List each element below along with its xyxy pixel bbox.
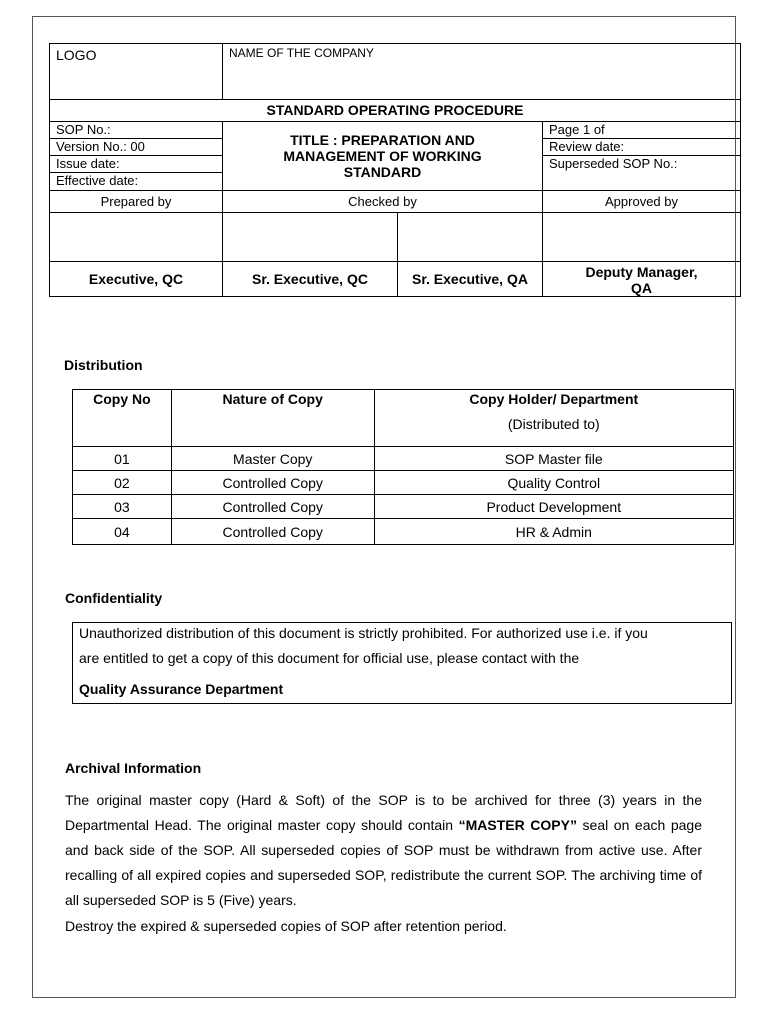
confidentiality-heading: Confidentiality: [65, 590, 163, 606]
designation-cell: Sr. Executive, QA: [397, 261, 543, 297]
sop-header-table: [49, 43, 741, 297]
approved-by-label: Approved by: [542, 190, 741, 213]
column-header: Nature of Copy: [171, 390, 374, 447]
table-header-row: [73, 390, 734, 447]
review-date-field: Review date:: [542, 138, 741, 156]
superseded-field: Superseded SOP No.:: [542, 155, 741, 191]
effective-date-field: Effective date:: [49, 172, 223, 191]
table-cell: 01: [73, 447, 172, 471]
designation-line: Deputy Manager,: [585, 264, 698, 280]
page-field: Page 1 of: [542, 121, 741, 139]
archival-paragraph: [65, 788, 702, 913]
company-cell: [222, 43, 741, 100]
signature-box: [222, 212, 398, 262]
table-cell: Controlled Copy: [171, 495, 374, 519]
qa-department: Quality Assurance Department: [79, 681, 284, 697]
table-cell: Quality Control: [374, 471, 733, 495]
designation-cell: Executive, QC: [49, 261, 223, 297]
title-line: MANAGEMENT OF WORKING: [283, 148, 482, 164]
table-row: [73, 519, 734, 545]
title-line: TITLE : PREPARATION AND: [290, 132, 475, 148]
table-cell: SOP Master file: [374, 447, 733, 471]
table-row: [73, 495, 734, 519]
table-cell: 04: [73, 519, 172, 545]
sop-title: [222, 121, 543, 191]
archival-text: seal on each page and back side of the SOP. All superseded copies of SOP must be withdrawn from active use. After recalling of all expired copies and superseded SOP, redistribute the current SOP. The archiving time of all superseded SOP is 5 (Five) years.: [65, 817, 702, 908]
confidentiality-text: are entitled to get a copy of this document for official use, please contact with the: [79, 650, 580, 666]
designation-line: QA: [631, 280, 652, 296]
title-line: STANDARD: [343, 164, 422, 180]
archival-heading: Archival Information: [65, 760, 202, 776]
table-cell: Controlled Copy: [171, 519, 374, 545]
table-row: [73, 471, 734, 495]
designation-cell: Sr. Executive, QC: [222, 261, 398, 297]
master-copy-emphasis: “MASTER COPY”: [458, 817, 577, 833]
signature-box: [49, 212, 223, 262]
column-header: [374, 390, 733, 447]
logo-placeholder: LOGO: [56, 47, 97, 63]
distribution-table: [72, 389, 734, 545]
confidentiality-box: [72, 622, 732, 704]
table-cell: Controlled Copy: [171, 471, 374, 495]
table-cell: 02: [73, 471, 172, 495]
designation-cell: [542, 261, 741, 297]
archival-text: The original master copy (Hard & Soft) of the SOP is to be archived for three (3) years in the Departmental Head. The original master copy should contain: [65, 792, 702, 833]
signature-box: [542, 212, 741, 262]
logo-cell: [49, 43, 223, 100]
sop-heading: STANDARD OPERATING PROCEDURE: [49, 99, 741, 122]
issue-date-field: Issue date:: [49, 155, 223, 173]
table-row: [73, 447, 734, 471]
checked-by-label: Checked by: [222, 190, 543, 213]
version-field: Version No.: 00: [49, 138, 223, 156]
distribution-heading: Distribution: [64, 357, 143, 373]
confidentiality-text: Unauthorized distribution of this document is strictly prohibited. For authorized use i.e. if you: [79, 625, 648, 641]
archival-paragraph-2: Destroy the expired & superseded copies of SOP after retention period.: [65, 918, 507, 934]
distributed-to-subheader: (Distributed to): [507, 416, 600, 432]
sop-no-field: SOP No.:: [49, 121, 223, 139]
table-cell: Master Copy: [171, 447, 374, 471]
signature-box: [397, 212, 543, 262]
prepared-by-label: Prepared by: [49, 190, 223, 213]
table-cell: HR & Admin: [374, 519, 733, 545]
table-cell: Product Development: [374, 495, 733, 519]
column-header: Copy No: [73, 390, 172, 447]
copy-holder-header: Copy Holder/ Department: [469, 391, 639, 407]
table-cell: 03: [73, 495, 172, 519]
company-name: NAME OF THE COMPANY: [229, 46, 374, 60]
